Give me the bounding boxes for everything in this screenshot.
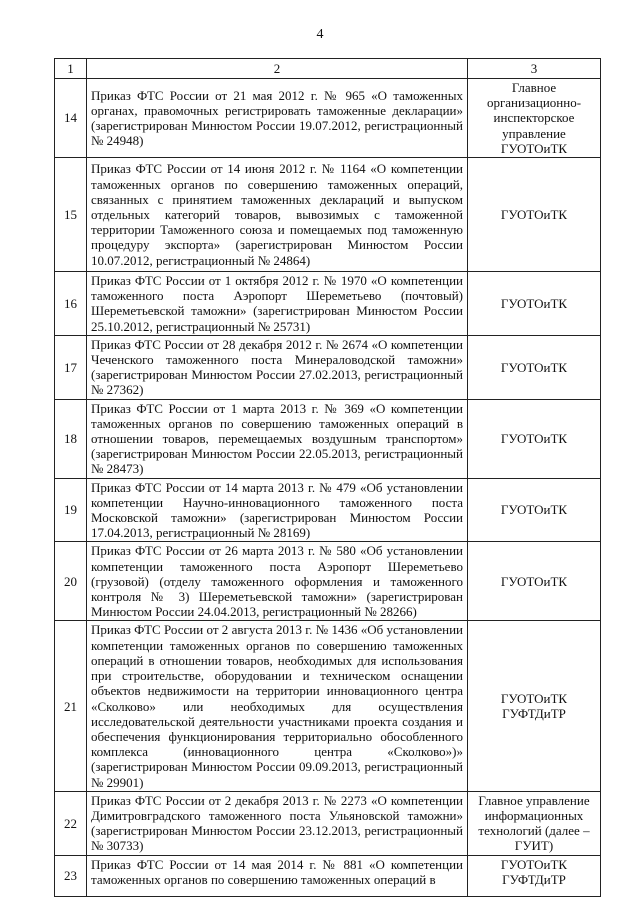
column-header-3: 3 — [468, 59, 601, 79]
row-number: 22 — [55, 791, 87, 855]
table-row — [55, 335, 601, 399]
order-text: Приказ ФТС России от 1 октября 2012 г. № 1970 «О компетенции таможенного поста Аэропорт Шереметьево (почтовый) Шереметьевской таможни» (зарегистрирован Минюстом России 25.10.2012, регистрационный № 25731) — [87, 272, 468, 336]
row-number: 18 — [55, 399, 87, 478]
table-row — [55, 399, 601, 478]
table-row — [55, 478, 601, 542]
responsible-unit: Главное управление информационных технологий (далее – ГУИТ) — [468, 791, 601, 855]
order-text: Приказ ФТС России от 28 декабря 2012 г. № 2674 «О компетенции Чеченского таможенного поста Минераловодской таможни» (зарегистрирован Минюстом России 27.02.2013, регистрационный № 27362) — [87, 335, 468, 399]
order-text: Приказ ФТС России от 2 августа 2013 г. № 1436 «Об установлении компетенции таможенных органов по совершению таможенных операций в отношении товаров, необходимых для использования при строительстве, оборудовании и техническом оснащении объектов недвижимости на территории инновационного центра «Сколково» или необходимых для осуществления исследовательской деятельности участниками проекта создания и обеспечения функционирования территориально обособленного комплекса (инновационного центра «Сколково»)» (зарегистрирован Минюстом России 09.09.2013, регистрационный № 29901) — [87, 621, 468, 791]
responsible-unit: ГУОТОиТК — [468, 335, 601, 399]
responsible-unit: ГУОТОиТК ГУФТДиТР — [468, 855, 601, 896]
row-number: 15 — [55, 158, 87, 272]
document-table — [54, 58, 601, 897]
table-header-row — [55, 59, 601, 79]
table-row — [55, 272, 601, 336]
page-number: 4 — [316, 27, 324, 42]
responsible-unit: ГУОТОиТК — [468, 158, 601, 272]
table-row — [55, 621, 601, 791]
order-text: Приказ ФТС России от 14 июня 2012 г. № 1164 «О компетенции таможенных органов по совершению таможенных операций, связанных с принятием таможенных деклараций и выпуском отдельных категорий товаров, вывозимых с таможенной территории Таможенного союза и помещаемых под таможенную процедуру экспорта» (зарегистрирован Минюстом России 10.07.2012, регистрационный № 24864) — [87, 158, 468, 272]
responsible-unit: Главное организационно-инспекторское управление ГУОТОиТК — [468, 79, 601, 158]
order-text: Приказ ФТС России от 21 мая 2012 г. № 965 «О таможенных органах, правомочных регистрировать таможенные декларации» (зарегистрирован Минюстом России 19.07.2012, регистрационный № 24948) — [87, 79, 468, 158]
responsible-unit: ГУОТОиТК — [468, 542, 601, 621]
responsible-unit: ГУОТОиТК — [468, 478, 601, 542]
row-number: 21 — [55, 621, 87, 791]
table-row — [55, 158, 601, 272]
table-row — [55, 855, 601, 896]
responsible-unit: ГУОТОиТК ГУФТДиТР — [468, 621, 601, 791]
order-text: Приказ ФТС России от 26 марта 2013 г. № 580 «Об установлении компетенции таможенного поста Аэропорт Шереметьево (грузовой) (отделу таможенного оформления и таможенного контроля № 3) Шереметьевской таможни» (зарегистрирован Минюстом России 24.04.2013, регистрационный № 28266) — [87, 542, 468, 621]
table-row — [55, 79, 601, 158]
responsible-unit: ГУОТОиТК — [468, 272, 601, 336]
row-number: 19 — [55, 478, 87, 542]
row-number: 14 — [55, 79, 87, 158]
order-text: Приказ ФТС России от 1 марта 2013 г. № 369 «О компетенции таможенных органов по совершению таможенных операций в отношении товаров, перемещаемых воздушным транспортом» (зарегистрирован Минюстом России 22.05.2013, регистрационный № 28473) — [87, 399, 468, 478]
responsible-unit: ГУОТОиТК — [468, 399, 601, 478]
row-number: 23 — [55, 855, 87, 896]
order-text: Приказ ФТС России от 14 мая 2014 г. № 881 «О компетенции таможенных органов по совершению таможенных операций в — [87, 855, 468, 896]
row-number: 16 — [55, 272, 87, 336]
table-row — [55, 791, 601, 855]
table-row — [55, 542, 601, 621]
column-header-1: 1 — [55, 59, 87, 79]
order-text: Приказ ФТС России от 14 марта 2013 г. № 479 «Об установлении компетенции Научно-инновационного таможенного поста Московской таможни» (зарегистрирован Минюстом России 17.04.2013, регистрационный № 28169) — [87, 478, 468, 542]
column-header-2: 2 — [87, 59, 468, 79]
row-number: 20 — [55, 542, 87, 621]
row-number: 17 — [55, 335, 87, 399]
order-text: Приказ ФТС России от 2 декабря 2013 г. № 2273 «О компетенции Димитровградского таможенного поста Ульяновской таможни» (зарегистрирован Минюстом России 23.12.2013, регистрационный № 30733) — [87, 791, 468, 855]
